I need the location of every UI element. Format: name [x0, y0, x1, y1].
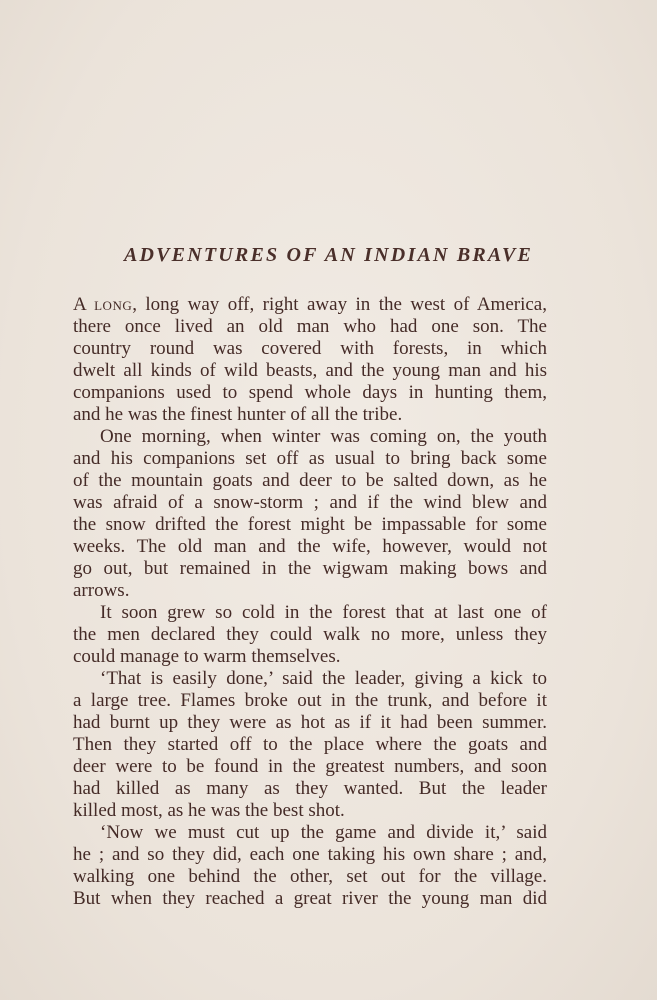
text-line-25: ‘Now we must cut up the game and divide it,’ said	[100, 822, 547, 843]
text-line-19: a large tree. Flames broke out in the trunk, and before it	[73, 690, 547, 711]
drop-opening: A long	[73, 294, 133, 315]
text-line-6: and he was the finest hunter of all the tribe.	[73, 404, 403, 425]
text-line-1	[73, 294, 547, 316]
text-line-9: of the mountain goats and deer to be salted down, as he	[73, 470, 547, 491]
text-line-22: deer were to be found in the greatest numbers, and soon	[73, 756, 547, 777]
text-line-23: had killed as many as they wanted. But the leader	[73, 778, 547, 799]
text-line-26: he ; and so they did, each one taking his own share ; and,	[73, 844, 547, 865]
text-line-7: One morning, when winter was coming on, the youth	[100, 426, 547, 447]
text-line-3: country round was covered with forests, in which	[73, 338, 547, 359]
chapter-title: ADVENTURES OF AN INDIAN BRAVE	[123, 244, 534, 266]
text-line-21: Then they started off to the place where the goats and	[73, 734, 547, 755]
text-line-27: walking one behind the other, set out for the village.	[73, 866, 547, 887]
text-line-13: go out, but remained in the wigwam making bows and	[73, 558, 547, 579]
text-line-4: dwelt all kinds of wild beasts, and the young man and his	[73, 360, 547, 381]
text-line-15: It soon grew so cold in the forest that at last one of	[100, 602, 547, 623]
text-line-17: could manage to warm themselves.	[73, 646, 341, 667]
text-line-12: weeks. The old man and the wife, however, would not	[73, 536, 547, 557]
text-line-28: But when they reached a great river the young man did	[73, 888, 547, 909]
text-line-20: had burnt up they were as hot as if it had been summer.	[73, 712, 547, 733]
text-line-5: companions used to spend whole days in hunting them,	[73, 382, 547, 403]
text-line-24: killed most, as he was the best shot.	[73, 800, 345, 821]
text-line-16: the men declared they could walk no more, unless they	[73, 624, 547, 645]
text-line-2: there once lived an old man who had one son. The	[73, 316, 547, 337]
text-line-1-rest: , long way off, right away in the west of America,	[132, 294, 547, 315]
text-line-8: and his companions set off as usual to bring back some	[73, 448, 547, 469]
text-line-14: arrows.	[73, 580, 130, 601]
text-line-11: the snow drifted the forest might be impassable for some	[73, 514, 547, 535]
text-line-18: ‘That is easily done,’ said the leader, giving a kick to	[100, 668, 547, 689]
text-line-10: was afraid of a snow-storm ; and if the wind blew and	[73, 492, 547, 513]
